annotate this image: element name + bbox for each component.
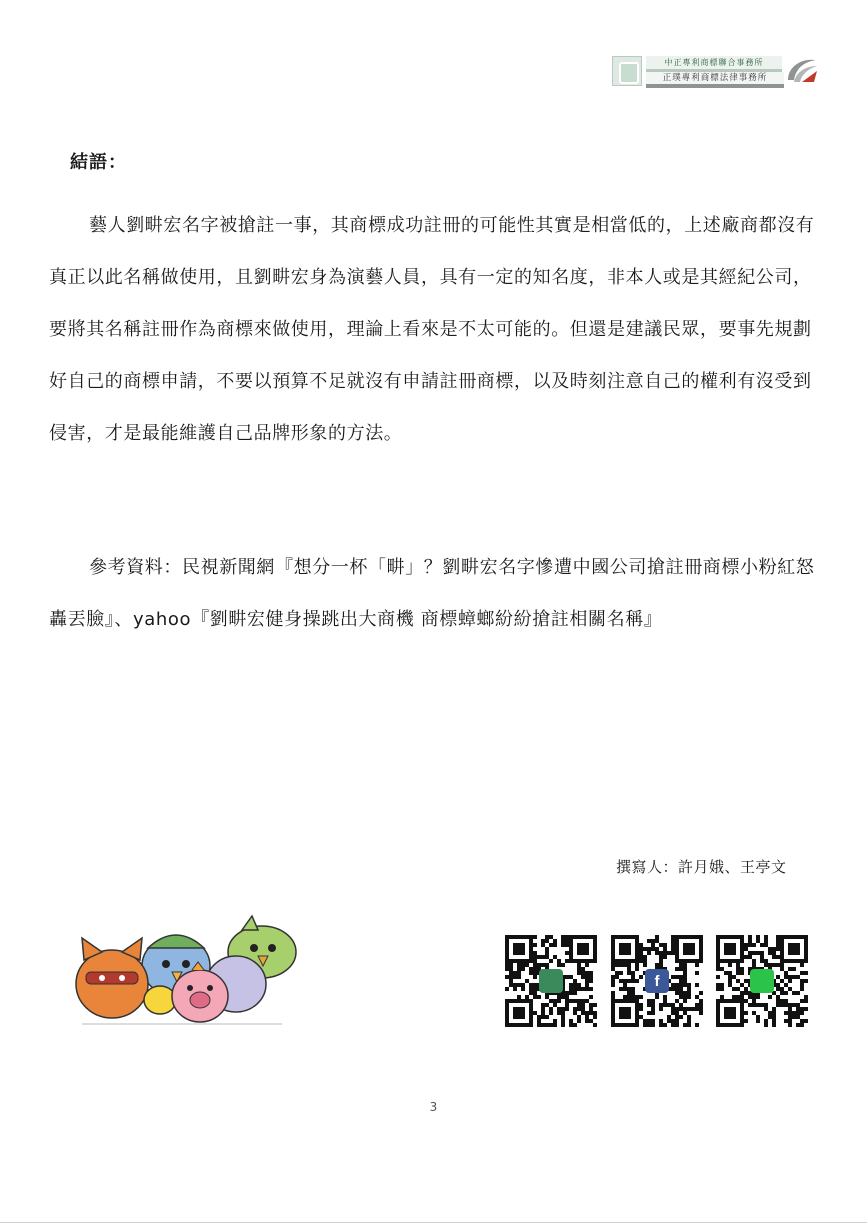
line-icon — [750, 969, 774, 993]
mascot-characters-illustration — [72, 908, 304, 1028]
firm-name-1: 中正專利商標聯合事務所 — [646, 56, 782, 69]
firm-logo — [612, 54, 818, 88]
references-paragraph — [49, 542, 819, 646]
qr-code-row — [505, 935, 809, 1027]
swoosh-logo-icon — [784, 54, 818, 88]
qr-code-website[interactable] — [505, 935, 597, 1027]
website-icon — [539, 969, 563, 993]
qr-code-facebook[interactable] — [611, 935, 703, 1027]
author-line: 撰寫人：許月娥、王亭文 — [616, 858, 787, 876]
facebook-icon: f — [645, 969, 669, 993]
page-bottom-rule — [0, 1222, 867, 1223]
firm-name-2-underline — [646, 84, 784, 88]
page-number: 3 — [429, 1100, 438, 1114]
firm-logo-mark — [612, 56, 642, 86]
references-text: 參考資料：民視新聞網『想分一杯「畊」？劉畊宏名字慘遭中國公司搶註冊商標小粉紅怒轟丟臉』、yahoo『劉畊宏健身操跳出大商機 商標蟑螂紛紛搶註相關名稱』 — [49, 557, 815, 630]
conclusion-paragraph — [49, 200, 819, 460]
conclusion-text: 藝人劉畊宏名字被搶註一事，其商標成功註冊的可能性其實是相當低的，上述廠商都沒有真正以此名稱做使用，且劉畊宏身為演藝人員，具有一定的知名度，非本人或是其經紀公司，要將其名稱註冊作為商標來做使用，理論上看來是不太可能的。但還是建議民眾，要事先規劃好自己的商標申請，不要以預算不足就沒有申請註冊商標，以及時刻注意自己的權利有沒受到侵害，才是最能維護自己品牌形象的方法。 — [49, 215, 815, 444]
conclusion-heading: 結語： — [70, 152, 127, 173]
qr-code-line[interactable] — [716, 935, 808, 1027]
firm-name-2: 正璞專利商標法律事務所 — [646, 72, 784, 84]
